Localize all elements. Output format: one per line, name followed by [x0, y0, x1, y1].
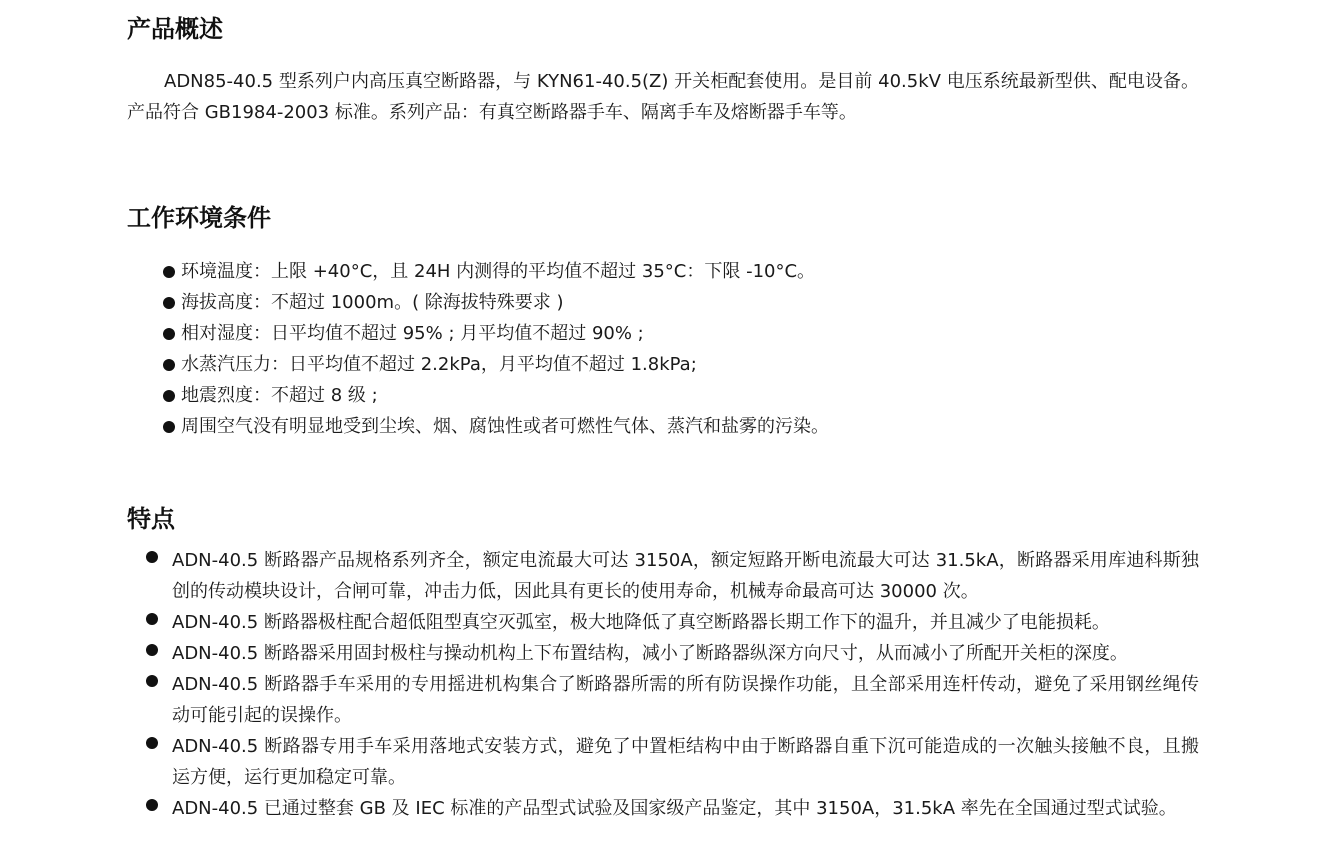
- list-item: [127, 793, 1199, 824]
- bullet-icon: [163, 421, 175, 433]
- list-item-text: ADN-40.5 已通过整套 GB 及 IEC 标准的产品型式试验及国家级产品鉴定，其中 3150A，31.5kA 率先在全国通过型式试验。: [172, 798, 1177, 819]
- list-item: [127, 318, 829, 349]
- list-item: [127, 545, 1199, 607]
- section-title-overview: 产品概述: [127, 15, 223, 43]
- bullet-icon: [163, 390, 175, 402]
- list-item-text: ADN-40.5 断路器极柱配合超低阻型真空灭弧室，极大地降低了真空断路器长期工作下的温升，并且减少了电能损耗。: [172, 612, 1110, 633]
- bullet-icon: [146, 613, 158, 625]
- list-item-text: ADN-40.5 断路器产品规格系列齐全，额定电流最大可达 3150A，额定短路开断电流最大可达 31.5kA，断路器采用库迪科斯独创的传动模块设计，合闸可靠，冲击力低，因此具有更长的使用寿命，机械寿命最高可达 30000 次。: [172, 550, 1199, 602]
- list-item: [127, 287, 829, 318]
- list-item-text: 地震烈度：不超过 8 级 ;: [181, 385, 378, 406]
- list-item-text: ADN-40.5 断路器专用手车采用落地式安装方式，避免了中置柜结构中由于断路器自重下沉可能造成的一次触头接触不良，且搬运方便，运行更加稳定可靠。: [172, 736, 1199, 788]
- list-item: [127, 731, 1199, 793]
- list-item-text: ADN-40.5 断路器手车采用的专用摇进机构集合了断路器所需的所有防误操作功能，且全部采用连杆传动，避免了采用钢丝绳传动可能引起的误操作。: [172, 674, 1199, 726]
- list-item: [127, 349, 829, 380]
- list-item: [127, 607, 1199, 638]
- list-item-text: 水蒸汽压力：日平均值不超过 2.2kPa，月平均值不超过 1.8kPa;: [181, 354, 697, 375]
- overview-paragraph: ADN85-40.5 型系列户内高压真空断路器，与 KYN61-40.5(Z) 开关柜配套使用。是目前 40.5kV 电压系统最新型供、配电设备。产品符合 GB1984-2003 标准。系列产品：有真空断路器手车、隔离手车及熔断器手车等。: [127, 71, 1199, 123]
- bullet-icon: [146, 551, 158, 563]
- bullet-icon: [146, 644, 158, 656]
- list-item-text: 相对湿度：日平均值不超过 95% ; 月平均值不超过 90% ;: [181, 323, 644, 344]
- section-title-environment: 工作环境条件: [127, 204, 271, 232]
- bullet-icon: [146, 675, 158, 687]
- list-item: [127, 411, 829, 442]
- list-item: [127, 638, 1199, 669]
- bullet-icon: [163, 297, 175, 309]
- features-list: [127, 545, 1199, 824]
- list-item-text: 周围空气没有明显地受到尘埃、烟、腐蚀性或者可燃性气体、蒸汽和盐雾的污染。: [181, 416, 829, 437]
- bullet-icon: [146, 799, 158, 811]
- bullet-icon: [163, 266, 175, 278]
- bullet-icon: [163, 328, 175, 340]
- bullet-icon: [146, 737, 158, 749]
- list-item-text: 海拔高度：不超过 1000m。( 除海拔特殊要求 ): [181, 292, 564, 313]
- section-title-features: 特点: [127, 505, 175, 533]
- list-item: [127, 256, 829, 287]
- list-item: [127, 380, 829, 411]
- list-item-text: 环境温度：上限 +40°C，且 24H 内测得的平均值不超过 35°C：下限 -10°C。: [181, 261, 816, 282]
- bullet-icon: [163, 359, 175, 371]
- environment-list: [127, 256, 829, 442]
- list-item: [127, 669, 1199, 731]
- list-item-text: ADN-40.5 断路器采用固封极柱与操动机构上下布置结构，减小了断路器纵深方向尺寸，从而减小了所配开关柜的深度。: [172, 643, 1128, 664]
